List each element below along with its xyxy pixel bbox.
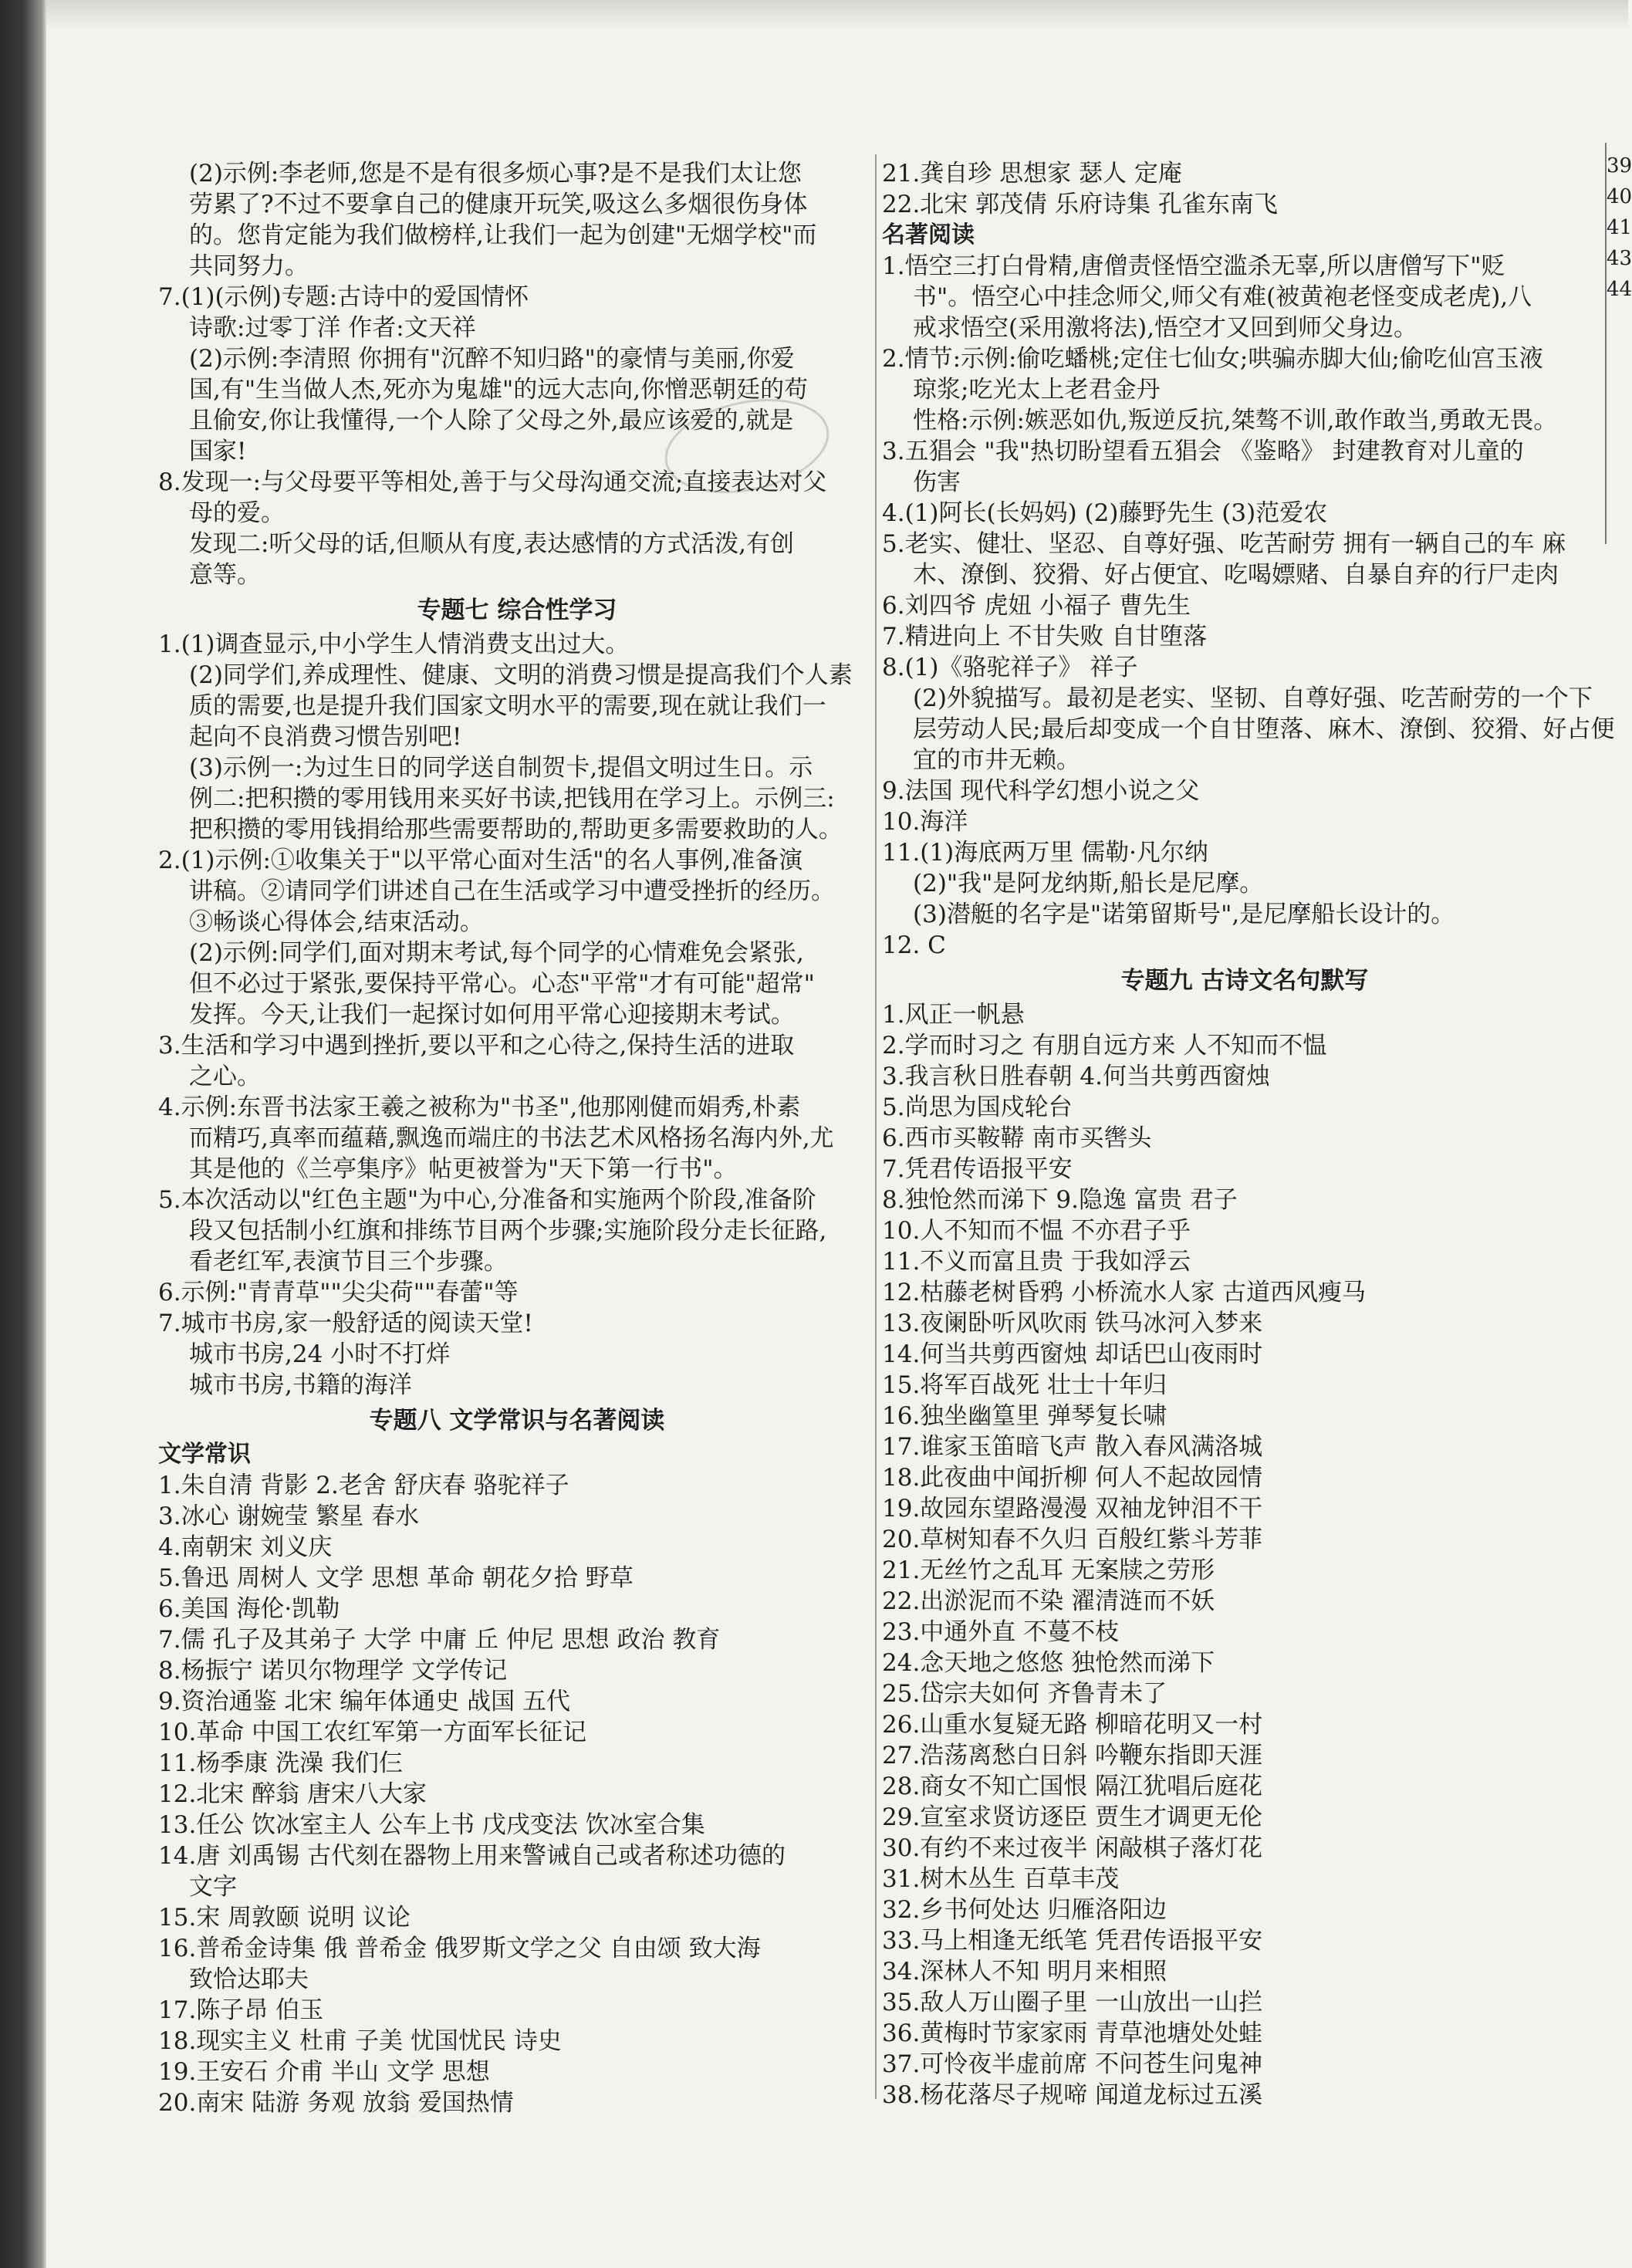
answer-line: 24.念天地之悠悠 独怆然而涕下 [882, 1649, 1215, 1677]
answer-line: 11.不义而富且贵 于我如浮云 [882, 1248, 1191, 1276]
cropped-number: 39 [1607, 154, 1632, 177]
answer-line: 31.树木丛生 百草丰茂 [882, 1865, 1120, 1893]
answer-line: 8.(1)《骆驼祥子》 祥子 [882, 654, 1138, 681]
answer-line: 30.有约不来过夜半 闲敲棋子落灯花 [882, 1834, 1263, 1862]
answer-line: 21.无丝竹之乱耳 无案牍之劳形 [882, 1557, 1215, 1584]
answer-line: 木、潦倒、狡猾、好占便宜、吃喝嫖赌、自暴自弃的行尸走肉 [913, 561, 1559, 589]
answer-line: 16.普希金诗集 俄 普希金 俄罗斯文学之父 自由颂 致大海 [158, 1935, 761, 1962]
answer-line: (2)示例:李老师,您是不是有很多烦心事?是不是我们太让您 [189, 160, 802, 188]
answer-line: 11.杨季康 洗澡 我们仨 [158, 1749, 404, 1777]
answer-line: 7.精进向上 不甘失败 自甘堕落 [882, 623, 1208, 651]
section-heading: 专题九 古诗文名句默写 [1120, 967, 1369, 995]
answer-line: 10.人不知而不愠 不亦君子乎 [882, 1217, 1191, 1245]
answer-line: 1.(1)调查显示,中小学生人情消费支出过大。 [158, 630, 630, 658]
scan-binding-shadow [0, 0, 46, 2268]
answer-line: 起向不良消费习惯告别吧! [189, 723, 462, 751]
answer-line: 26.山重水复疑无路 柳暗花明又一村 [882, 1711, 1263, 1739]
answer-line: 段又包括制小红旗和排练节目两个步骤;实施阶段分走长征路, [189, 1217, 827, 1245]
answer-line: 27.浩荡离愁白日斜 吟鞭东指即天涯 [882, 1742, 1263, 1769]
middle-answer-column [882, 158, 1615, 2111]
answer-line: 20.草树知春不久归 百般红紫斗芳菲 [882, 1526, 1263, 1553]
answer-line: 琼浆;吃光太上老君金丹 [913, 376, 1161, 404]
answer-line: 13.任公 饮冰室主人 公车上书 戊戌变法 饮冰室合集 [158, 1811, 705, 1839]
cropped-number: 44 [1607, 278, 1632, 301]
answer-line: 7.儒 孔子及其弟子 大学 中庸 丘 仲尼 思想 政治 教育 [158, 1626, 721, 1654]
answer-line: 而精巧,真率而蕴藉,飘逸而端庄的书法艺术风格扬名海内外,尤 [189, 1124, 834, 1152]
answer-line: 29.宣室求贤访逐臣 贾生才调更无伦 [882, 1803, 1263, 1831]
answer-line: 4.示例:东晋书法家王羲之被称为"书圣",他那刚健而娟秀,朴素 [158, 1093, 801, 1121]
answer-line: 4.(1)阿长(长妈妈) (2)藤野先生 (3)范爱农 [882, 499, 1328, 527]
answer-line: 意等。 [189, 561, 261, 589]
cropped-number: 43 [1607, 247, 1632, 270]
section-heading: 专题八 文学常识与名著阅读 [369, 1407, 665, 1435]
answer-line: 6.西市买鞍鞯 南市买辔头 [882, 1124, 1152, 1152]
answer-line: 5.尚思为国戍轮台 [882, 1093, 1073, 1121]
answer-line: 9.法国 现代科学幻想小说之父 [882, 777, 1200, 805]
answer-line: 21.龚自珍 思想家 瑟人 定庵 [882, 160, 1182, 188]
answer-line: 22.北宋 郭茂倩 乐府诗集 孔雀东南飞 [882, 191, 1278, 218]
answer-line: (2)同学们,养成理性、健康、文明的消费习惯是提高我们个人素 [189, 661, 853, 689]
answer-line: 其是他的《兰亭集序》帖更被誉为"天下第一行书"。 [189, 1155, 738, 1183]
cropped-right-column [1607, 150, 1632, 1231]
cropped-column-rule [1605, 143, 1607, 544]
answer-line: 2.(1)示例:①收集关于"以平常心面对生活"的名人事例,准备演 [158, 847, 803, 874]
answer-line: 3.五猖会 "我"热切盼望看五猖会 《鉴略》 封建教育对儿童的 [882, 438, 1524, 465]
answer-line: 11.(1)海底两万里 儒勒·凡尔纳 [882, 839, 1208, 867]
answer-line: 20.南宋 陆游 务观 放翁 爱国热情 [158, 2089, 514, 2117]
answer-line: (3)示例一:为过生日的同学送自制贺卡,提倡文明过生日。示 [189, 754, 813, 782]
answer-line: 6.示例:"青青草""尖尖荷""春蕾"等 [158, 1279, 519, 1306]
answer-line: 9.资治通鉴 北宋 编年体通史 战国 五代 [158, 1688, 570, 1715]
answer-line: 劳累了?不过不要拿自己的健康开玩笑,吸这么多烟很伤身体 [189, 191, 808, 218]
answer-line: (2)外貌描写。最初是老实、坚韧、自尊好强、吃苦耐劳的一个下 [913, 684, 1593, 712]
answer-line: 诗歌:过零丁洋 作者:文天祥 [189, 314, 476, 342]
answer-line: 且偷安,你让我懂得,一个人除了父母之外,最应该爱的,就是 [189, 407, 794, 434]
answer-line: 3.冰心 谢婉莹 繁星 春水 [158, 1502, 420, 1530]
answer-line: 34.深林人不知 明月来相照 [882, 1958, 1167, 1986]
answer-line: 文字 [189, 1873, 237, 1901]
answer-line: 10.革命 中国工农红军第一方面军长征记 [158, 1719, 587, 1746]
answer-line: 25.岱宗夫如何 齐鲁青未了 [882, 1680, 1167, 1708]
answer-line: 7.城市书房,家一般舒适的阅读天堂! [158, 1310, 533, 1337]
answer-line: 共同努力。 [189, 252, 309, 280]
answer-line: 致恰达耶夫 [189, 1965, 309, 1993]
answer-line: 之心。 [189, 1063, 261, 1090]
cropped-number: 40 [1607, 185, 1632, 208]
answer-line: ③畅谈心得体会,结束活动。 [189, 908, 484, 936]
answer-line: 17.谁家玉笛暗飞声 散入春风满洛城 [882, 1433, 1263, 1461]
answer-line: 6.美国 海伦·凯勒 [158, 1595, 340, 1623]
answer-line: 3.生活和学习中遇到挫折,要以平和之心待之,保持生活的进取 [158, 1032, 795, 1060]
scan-top-shadow [0, 0, 1628, 31]
answer-line: 12.北宋 醉翁 唐宋八大家 [158, 1780, 427, 1808]
answer-line: 伤害 [913, 468, 961, 496]
answer-line: 32.乡书何处达 归雁洛阳边 [882, 1896, 1167, 1924]
answer-line: 4.南朝宋 刘义庆 [158, 1533, 333, 1561]
answer-line: 城市书房,书籍的海洋 [189, 1371, 412, 1399]
answer-line: 7.(1)(示例)专题:古诗中的爱国情怀 [158, 283, 529, 311]
answer-line: 16.独坐幽篁里 弹琴复长啸 [882, 1402, 1167, 1430]
answer-line: 例二:把积攒的零用钱用来买好书读,把钱用在学习上。示例三: [189, 785, 835, 813]
answer-line: 14.何当共剪西窗烛 却话巴山夜雨时 [882, 1340, 1263, 1368]
answer-line: 22.出淤泥而不染 濯清涟而不妖 [882, 1587, 1215, 1615]
answer-line: 12.枯藤老树昏鸦 小桥流水人家 古道西风瘦马 [882, 1279, 1367, 1306]
answer-line: 18.此夜曲中闻折柳 何人不起故园情 [882, 1464, 1263, 1492]
answer-line: 层劳动人民;最后却变成一个自甘堕落、麻木、潦倒、狡猾、好占便 [913, 715, 1615, 743]
answer-line: 33.马上相逢无纸笔 凭君传语报平安 [882, 1927, 1263, 1955]
answer-line: 8.发现一:与父母要平等相处,善于与父母沟通交流;直接表达对父 [158, 468, 827, 496]
answer-line: (2)示例:李清照 你拥有"沉醉不知归路"的豪情与美丽,你爱 [189, 345, 795, 373]
answer-line: 13.夜阑卧听风吹雨 铁马冰河入梦来 [882, 1310, 1263, 1337]
left-answer-column [158, 158, 876, 2118]
answer-line: 14.唐 刘禹锡 古代刻在器物上用来警诫自己或者称述功德的 [158, 1842, 786, 1870]
answer-line: 看老红军,表演节目三个步骤。 [189, 1248, 508, 1276]
answer-line: 城市书房,24 小时不打烊 [189, 1340, 451, 1368]
answer-line: 性格:示例:嫉恶如仇,叛逆反抗,桀骜不训,敢作敢当,勇敢无畏。 [913, 407, 1558, 434]
answer-line: 发现二:听父母的话,但顺从有度,表达感情的方式活泼,有创 [189, 530, 795, 558]
answer-line: (2)示例:同学们,面对期末考试,每个同学的心情难免会紧张, [189, 939, 804, 967]
answer-line: 7.凭君传语报平安 [882, 1155, 1073, 1183]
answer-line: 38.杨花落尽子规啼 闻道龙标过五溪 [882, 2081, 1263, 2109]
cropped-number: 41 [1607, 216, 1632, 239]
answer-line: 的。您肯定能为我们做榜样,让我们一起为创建"无烟学校"而 [189, 221, 817, 249]
answer-line: 5.老实、健壮、坚忍、自尊好强、吃苦耐劳 拥有一辆自己的车 麻 [882, 530, 1566, 558]
answer-line: 戒求悟空(采用激将法),悟空才又回到师父身边。 [913, 314, 1418, 342]
answer-line: 发挥。今天,让我们一起探讨如何用平常心迎接期末考试。 [189, 1001, 795, 1029]
section-heading: 专题七 综合性学习 [417, 597, 617, 624]
answer-line: 12. C [882, 931, 946, 959]
answer-line: 28.商女不知亡国恨 隔江犹唱后庭花 [882, 1773, 1263, 1800]
answer-line: 6.刘四爷 虎妞 小福子 曹先生 [882, 592, 1191, 620]
answer-line: 讲稿。②请同学们讲述自己在生活或学习中遭受挫折的经历。 [189, 877, 835, 905]
answer-line: 国,有"生当做人杰,死亦为鬼雄"的远大志向,你憎恶朝廷的苟 [189, 376, 809, 404]
answer-line: 10.海洋 [882, 808, 968, 836]
answer-line: 把积攒的零用钱捐给那些需要帮助的,帮助更多需要救助的人。 [189, 816, 843, 843]
answer-line: 8.杨振宁 诺贝尔物理学 文学传记 [158, 1657, 508, 1685]
answer-line: (2)"我"是阿龙纳斯,船长是尼摩。 [913, 870, 1264, 897]
answer-line: 宜的市井无赖。 [913, 746, 1080, 774]
answer-line: 2.学而时习之 有朋自远方来 人不知而不愠 [882, 1032, 1327, 1060]
subsection-heading: 名著阅读 [882, 221, 975, 248]
answer-line: 37.可怜夜半虚前席 不问苍生问鬼神 [882, 2050, 1263, 2078]
answer-line: 35.敌人万山圈子里 一山放出一山拦 [882, 1989, 1263, 2016]
answer-line: 国家! [189, 438, 247, 465]
answer-line: 19.王安石 介甫 半山 文学 思想 [158, 2058, 490, 2086]
answer-line: 3.我言秋日胜春朝 4.何当共剪西窗烛 [882, 1063, 1271, 1090]
answer-line: 1.悟空三打白骨精,唐僧责怪悟空滥杀无辜,所以唐僧写下"贬 [882, 252, 1505, 280]
answer-line: 1.朱自清 背影 2.老舍 舒庆春 骆驼祥子 [158, 1472, 569, 1499]
answer-line: 5.本次活动以"红色主题"为中心,分准备和实施两个阶段,准备阶 [158, 1186, 816, 1214]
answer-line: 2.情节:示例:偷吃蟠桃;定住七仙女;哄骗赤脚大仙;偷吃仙宫玉液 [882, 345, 1543, 373]
answer-line: 8.独怆然而涕下 9.隐逸 富贵 君子 [882, 1186, 1238, 1214]
answer-line: 母的爱。 [189, 499, 285, 527]
answer-line: 17.陈子昂 伯玉 [158, 1996, 324, 2024]
answer-line: (3)潜艇的名字是"诺第留斯号",是尼摩船长设计的。 [913, 901, 1455, 928]
answer-line: 书"。悟空心中挂念师父,师父有难(被黄袍老怪变成老虎),八 [913, 283, 1532, 311]
answer-line: 18.现实主义 杜甫 子美 忧国忧民 诗史 [158, 2027, 562, 2055]
answer-line: 5.鲁迅 周树人 文学 思想 革命 朝花夕拾 野草 [158, 1564, 634, 1592]
answer-line: 1.风正一帆悬 [882, 1001, 1025, 1029]
answer-line: 15.将军百战死 壮士十年归 [882, 1371, 1167, 1399]
answer-line: 但不必过于紧张,要保持平常心。心态"平常"才有可能"超常" [189, 970, 815, 998]
answer-line: 质的需要,也是提升我们国家文明水平的需要,现在就让我们一 [189, 692, 826, 720]
subsection-heading: 文学常识 [158, 1441, 251, 1468]
answer-line: 15.宋 周敦颐 说明 议论 [158, 1904, 411, 1932]
answer-line: 23.中通外直 不蔓不枝 [882, 1618, 1120, 1646]
answer-line: 36.黄梅时节家家雨 青草池塘处处蛙 [882, 2020, 1263, 2047]
answer-line: 19.故园东望路漫漫 双袖龙钟泪不干 [882, 1495, 1263, 1523]
